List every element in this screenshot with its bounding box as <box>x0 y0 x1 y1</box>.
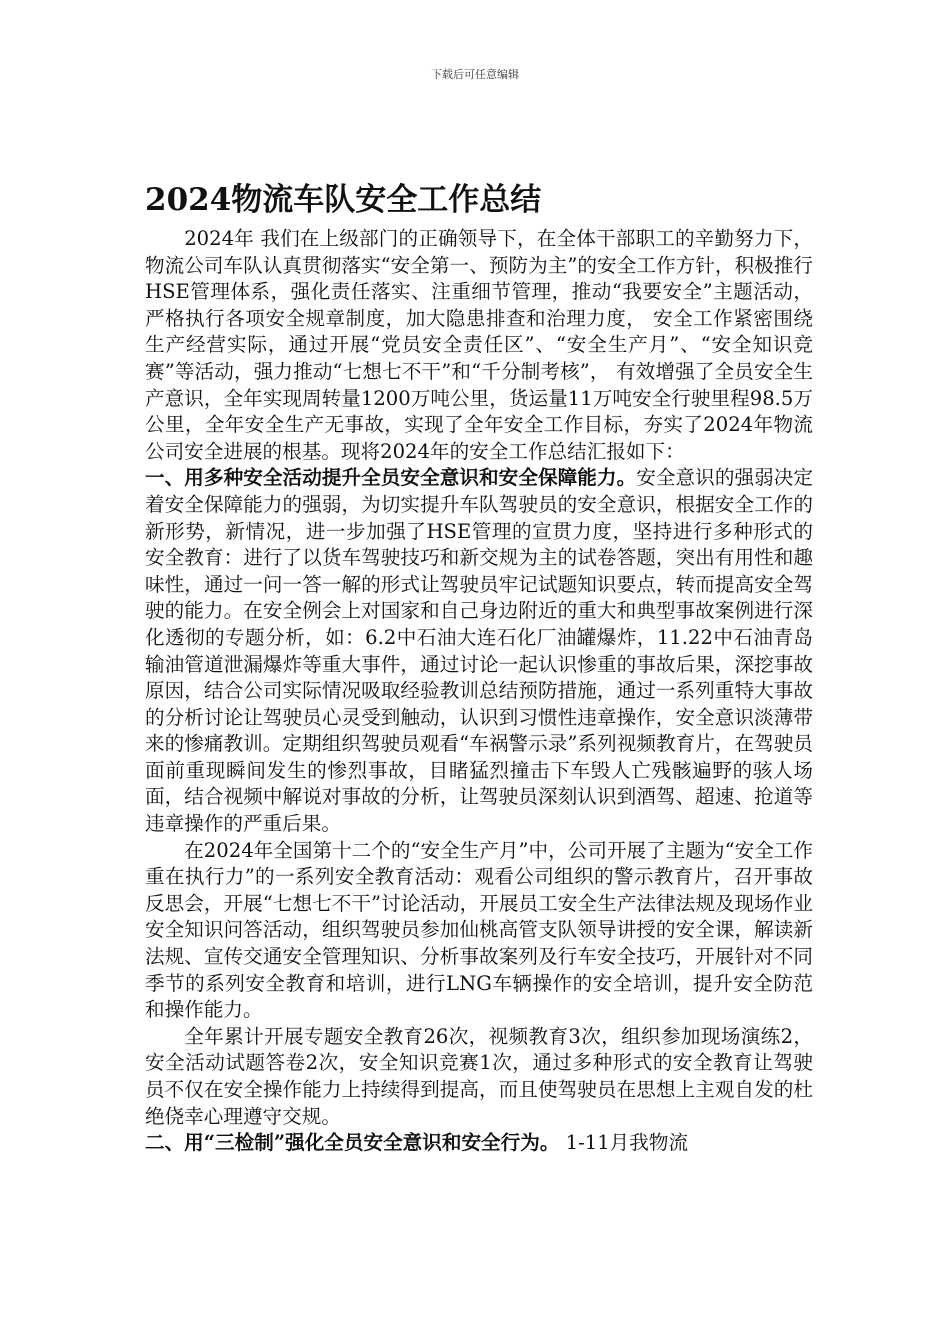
intro-paragraph: 2024年 我们在上级部门的正确领导下，在全体干部职工的辛勤努力下，物流公司车队认真贯彻落实“安全第一、预防为主”的安全工作方针，积极推行HSE管理体系，强化责任落实、注重细节管理，推动“我要安全”主题活动，严格执行各项安全规章制度，加大隐患排查和治理力度， 安全工作紧密围绕生产经营实际，通过开展“党员安全责任区”、“安全生产月”、“安全知识竞赛”等活动，强力推动“七想七不干”和“千分制考核”， 有效增强了全员安全生产意识，全年实现周转量1200万吨公里，货运量11万吨安全行驶里程98.5万公里，全年安全生产无事故，实现了全年安全工作目标，夯实了2024年物流公司安全进展的根基。现将2024年的安全工作总结汇报如下： <box>145 227 813 463</box>
section-2-paragraph <box>145 1130 813 1157</box>
safety-month-paragraph: 在2024年全国第十二个的“安全生产月”中，公司开展了主题为“安全工作重在执行力”的一系列安全教育活动：观看公司组织的警示教育片，召开事故反思会，开展“七想七不干”讨论活动，开展员工安全生产法律法规及现场作业安全知识问答活动，组织驾驶员参加仙桃高管支队领导讲授的安全课，解读新法规、宣传交通安全管理知识、分析事故案列及行车安全技巧，开展针对不同季节的系列安全教育和培训，进行LNG车辆操作的安全培训，提升安全防范和操作能力。 <box>145 838 813 1022</box>
header-note: 下载后可任意编辑 <box>431 68 519 81</box>
section-2-text: 1-11月我物流 <box>559 1131 689 1155</box>
section-1-text: 安全意识的强弱决定着安全保障能力的强弱，为切实提升车队驾驶员的安全意识，根据安全工作的新形势，新情况，进一步加强了HSE管理的宣贯力度，坚持进行多种形式的安全教育：进行了以货车驾驶技巧和新交规为主的试卷答题，突出有用性和趣味性，通过一问一答一解的形式让驾驶员牢记试题知识要点，转而提高安全驾驶的能力。在安全例会上对国家和自己身边附近的重大和典型事故案例进行深化透彻的专题分析，如：6.2中石油大连石化厂油罐爆炸，11.22中石油青岛输油管道泄漏爆炸等重大事件，通过讨论一起认识惨重的事故后果，深挖事故原因，结合公司实际情况吸取经验教训总结预防措施，通过一系列重特大事故的分析讨论让驾驶员心灵受到触动，认识到习惯性违章操作，安全意识淡薄带来的惨痛教训。定期组织驾驶员观看“车祸警示录”系列视频教育片，在驾驶员面前重现瞬间发生的惨烈事故，目睹猛烈撞击下车毁人亡残骸遍野的骇人场面，结合视频中解说对事故的分析，让驾驶员深刻认识到酒驾、超速、抢道等违章操作的严重后果。 <box>145 466 814 836</box>
section-1-paragraph <box>145 465 813 837</box>
section-2-heading: 二、用“三检制”强化全员安全意识和安全行为。 <box>145 1131 560 1155</box>
annual-totals-paragraph: 全年累计开展专题安全教育26次，视频教育3次，组织参加现场演练2，安全活动试题答卷2次，安全知识竞赛1次，通过多种形式的安全教育让驾驶员不仅在安全操作能力上持续得到提高，而且使驾驶员在思想上主观自发的杜绝侥幸心理遵守交规。 <box>145 1024 813 1128</box>
document-title: 2024物流车队安全工作总结 <box>145 182 542 218</box>
document-body <box>145 226 813 1157</box>
section-1-heading: 一、用多种安全活动提升全员安全意识和安全保障能力。 <box>145 466 637 490</box>
